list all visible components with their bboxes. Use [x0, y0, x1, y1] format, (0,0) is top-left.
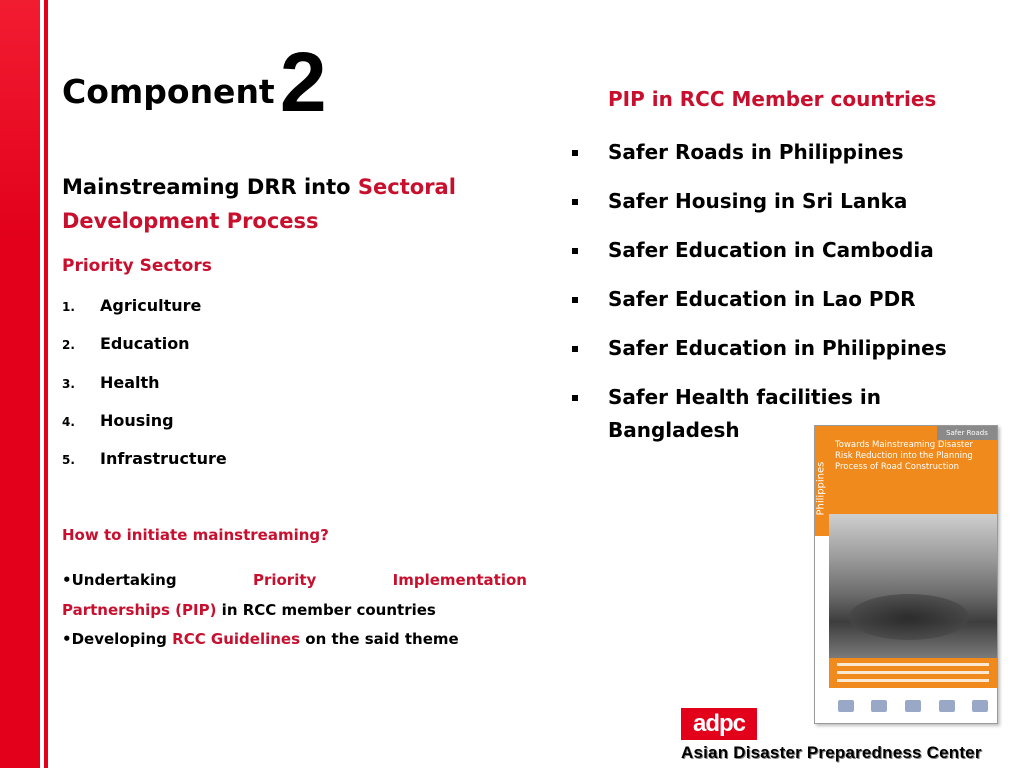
list-item [570, 283, 990, 316]
bullet-square-icon [572, 199, 578, 205]
bullet-square-icon [572, 395, 578, 401]
bullet-square-icon [572, 248, 578, 254]
title-word: Component [62, 72, 275, 111]
bullet1-word1: Priority [252, 571, 317, 589]
list-label: Agriculture [100, 296, 202, 315]
pip-list [570, 136, 990, 463]
partner-logo-icon [838, 700, 854, 712]
list-number: 1. [62, 300, 75, 314]
list-number: 4. [62, 414, 75, 429]
booklet-cover-image [814, 425, 998, 724]
left-thin-red-line [44, 0, 48, 768]
list-label: Health [100, 372, 160, 392]
bullet2-prefix: •Developing [62, 630, 173, 648]
title-number: 2 [279, 35, 327, 129]
list-label: Safer Health facilities in Bangladesh [608, 385, 881, 442]
list-item [570, 234, 990, 267]
list-number: 3. [62, 376, 75, 391]
partner-logo-icon [972, 700, 988, 712]
list-number: 2. [62, 338, 75, 353]
partner-logo-icon [939, 700, 955, 712]
bullet1-red2: Partnerships (PIP) [62, 601, 217, 619]
left-red-bar [0, 0, 40, 768]
bullet-square-icon [572, 297, 578, 303]
list-item [62, 334, 227, 372]
bullet-square-icon [572, 150, 578, 156]
list-item [62, 411, 227, 449]
priority-sectors-heading: Priority Sectors [62, 256, 212, 276]
bullet1-word2: Implementation [392, 571, 527, 589]
partner-logo-icon [905, 700, 921, 712]
cover-title: Towards Mainstreaming Disaster Risk Reduction into the Planning Process of Road Construction [835, 440, 973, 472]
bullet2-red: RCC Guidelines [172, 630, 301, 648]
list-label: Housing [100, 410, 174, 430]
priority-sectors-list [62, 296, 227, 487]
slide-title [62, 35, 327, 129]
list-label: Safer Housing in Sri Lanka [608, 189, 908, 213]
bullet-undertaking [62, 565, 527, 625]
list-item [570, 185, 990, 218]
list-item [62, 449, 227, 487]
pip-heading: PIP in RCC Member countries [608, 87, 937, 111]
list-label: Infrastructure [100, 449, 227, 469]
how-heading: How to initiate mainstreaming? [62, 526, 329, 544]
subtitle [62, 170, 502, 238]
subtitle-part1: Mainstreaming DRR into [62, 175, 358, 199]
bullet-square-icon [572, 346, 578, 352]
bullet1-rest: in RCC member countries [216, 601, 436, 619]
bullet-developing [62, 630, 459, 648]
adpc-logo: adpc [681, 708, 757, 740]
cover-side-strip [815, 426, 829, 536]
cover-side-label: Philippines [815, 461, 827, 516]
list-number: 5. [62, 453, 75, 468]
bullet1-prefix: •Undertaking [62, 571, 177, 589]
cover-logos [829, 692, 997, 720]
subtitle-part2: Sectoral Development Process [62, 175, 456, 233]
list-item [62, 373, 227, 411]
list-label: Education [100, 334, 190, 354]
list-label: Safer Education in Cambodia [608, 238, 934, 262]
organization-name: Asian Disaster Preparedness Center [681, 743, 982, 762]
list-label: Safer Roads in Philippines [608, 140, 904, 164]
partner-logo-icon [871, 700, 887, 712]
cover-band [829, 658, 997, 688]
bullet2-rest: on the said theme [300, 630, 459, 648]
list-item [62, 296, 227, 334]
road-photo [829, 514, 997, 658]
list-label: Safer Education in Lao PDR [608, 287, 916, 311]
list-label: Safer Education in Philippines [608, 336, 947, 360]
list-item [570, 332, 990, 365]
cover-tag: Safer Roads [937, 426, 997, 440]
list-item [570, 136, 990, 169]
